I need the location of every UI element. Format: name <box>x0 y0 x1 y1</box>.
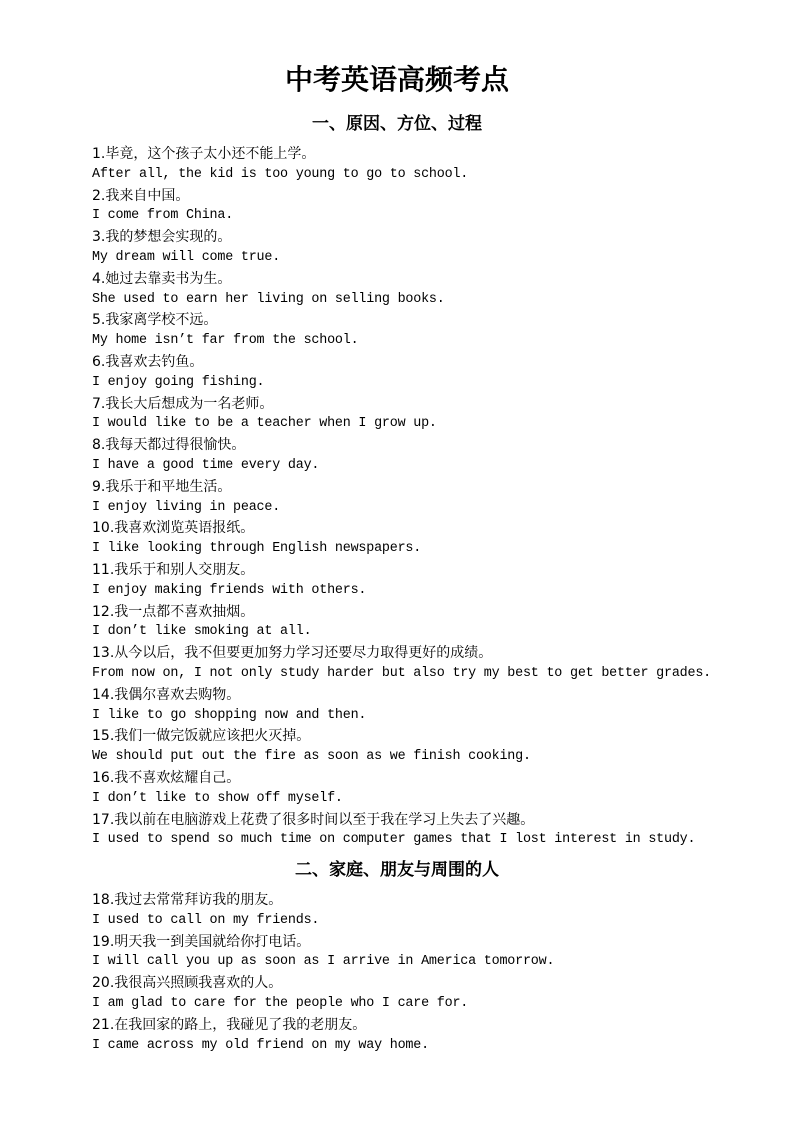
chinese-sentence: 14.我偶尔喜欢去购物。 <box>92 686 241 703</box>
sentence-pair <box>92 477 782 519</box>
chinese-sentence: 20.我很高兴照顾我喜欢的人。 <box>92 975 283 992</box>
chinese-sentence: 5.我家离学校不远。 <box>92 312 218 329</box>
english-translation: She used to earn her living on selling books. <box>92 291 445 307</box>
english-translation: I enjoy making friends with others. <box>92 582 367 598</box>
english-translation: I like looking through English newspapers. <box>92 541 422 557</box>
chinese-sentence: 3.我的梦想会实现的。 <box>92 229 232 246</box>
english-translation: I used to call on my friends. <box>92 912 320 928</box>
sentence-pair <box>92 768 782 810</box>
chinese-sentence: 15.我们一做完饭就应该把火灭掉。 <box>92 728 311 745</box>
sentence-pair <box>92 726 782 768</box>
english-translation: My dream will come true. <box>92 249 281 265</box>
chinese-sentence: 10.我喜欢浏览英语报纸。 <box>92 520 255 537</box>
chinese-sentence: 4.她过去靠卖书为生。 <box>92 270 232 287</box>
english-translation: I used to spend so much time on computer games that I lost interest in study. <box>92 832 696 848</box>
english-translation: I enjoy living in peace. <box>92 499 281 515</box>
english-translation: I enjoy going fishing. <box>92 374 265 390</box>
sentence-pair <box>92 352 782 394</box>
english-translation: My home isn’t far from the school. <box>92 333 359 349</box>
chinese-sentence: 12.我一点都不喜欢抽烟。 <box>92 603 255 620</box>
english-translation: After all, the kid is too young to go to school. <box>92 166 469 182</box>
sentence-pair <box>92 685 782 727</box>
chinese-sentence: 7.我长大后想成为一名老师。 <box>92 395 274 412</box>
sentence-pair <box>92 973 782 1015</box>
sentence-pair <box>92 227 782 269</box>
sentence-pair <box>92 435 782 477</box>
section-heading: 二、家庭、朋友与周围的人 <box>295 860 499 880</box>
sentence-pair <box>92 144 782 186</box>
section-heading: 一、原因、方位、过程 <box>312 114 482 134</box>
sentence-pair <box>92 394 782 436</box>
english-translation: I have a good time every day. <box>92 457 320 473</box>
chinese-sentence: 21.在我回家的路上，我碰见了我的老朋友。 <box>92 1016 367 1033</box>
english-translation: I don’t like to show off myself. <box>92 790 343 806</box>
chinese-sentence: 19.明天我一到美国就给你打电话。 <box>92 933 311 950</box>
english-translation: I like to go shopping now and then. <box>92 707 367 723</box>
sentence-pair <box>92 643 782 685</box>
english-translation: I don’t like smoking at all. <box>92 624 312 640</box>
chinese-sentence: 1.毕竟，这个孩子太小还不能上学。 <box>92 146 316 162</box>
chinese-sentence: 16.我不喜欢炫耀自己。 <box>92 770 241 786</box>
english-translation: I come from China. <box>92 208 234 224</box>
english-translation: I came across my old friend on my way home. <box>92 1037 429 1053</box>
sentence-pair <box>92 932 782 974</box>
sentence-pair <box>92 186 782 228</box>
sentence-pair <box>92 890 782 932</box>
chinese-sentence: 9.我乐于和平地生活。 <box>92 478 232 495</box>
page-title: 中考英语高频考点 <box>284 63 509 96</box>
chinese-sentence: 8.我每天都过得很愉快。 <box>92 437 246 454</box>
sentence-pair <box>92 518 782 560</box>
chinese-sentence: 13.从今以后，我不但要更加努力学习还要尽力取得更好的成绩。 <box>92 645 493 662</box>
chinese-sentence: 17.我以前在电脑游戏上花费了很多时间以至于我在学习上失去了兴趣。 <box>92 811 535 828</box>
english-translation: From now on, I not only study harder but also try my best to get better grades. <box>92 665 712 681</box>
chinese-sentence: 18.我过去常常拜访我的朋友。 <box>92 892 283 908</box>
sentence-pair <box>92 560 782 602</box>
chinese-sentence: 11.我乐于和别人交朋友。 <box>92 562 255 578</box>
english-translation: I would like to be a teacher when I grow up. <box>92 416 437 432</box>
chinese-sentence: 6.我喜欢去钓鱼。 <box>92 354 204 370</box>
sentence-pair <box>92 269 782 311</box>
sentence-pair <box>92 310 782 352</box>
sentence-pair <box>92 1015 782 1057</box>
sentence-pair <box>92 810 782 852</box>
english-translation: I will call you up as soon as I arrive in America tomorrow. <box>92 954 555 970</box>
sentence-pair <box>92 602 782 644</box>
chinese-sentence: 2.我来自中国。 <box>92 187 190 204</box>
english-translation: I am glad to care for the people who I care for. <box>92 995 469 1011</box>
english-translation: We should put out the fire as soon as we finish cooking. <box>92 749 531 765</box>
